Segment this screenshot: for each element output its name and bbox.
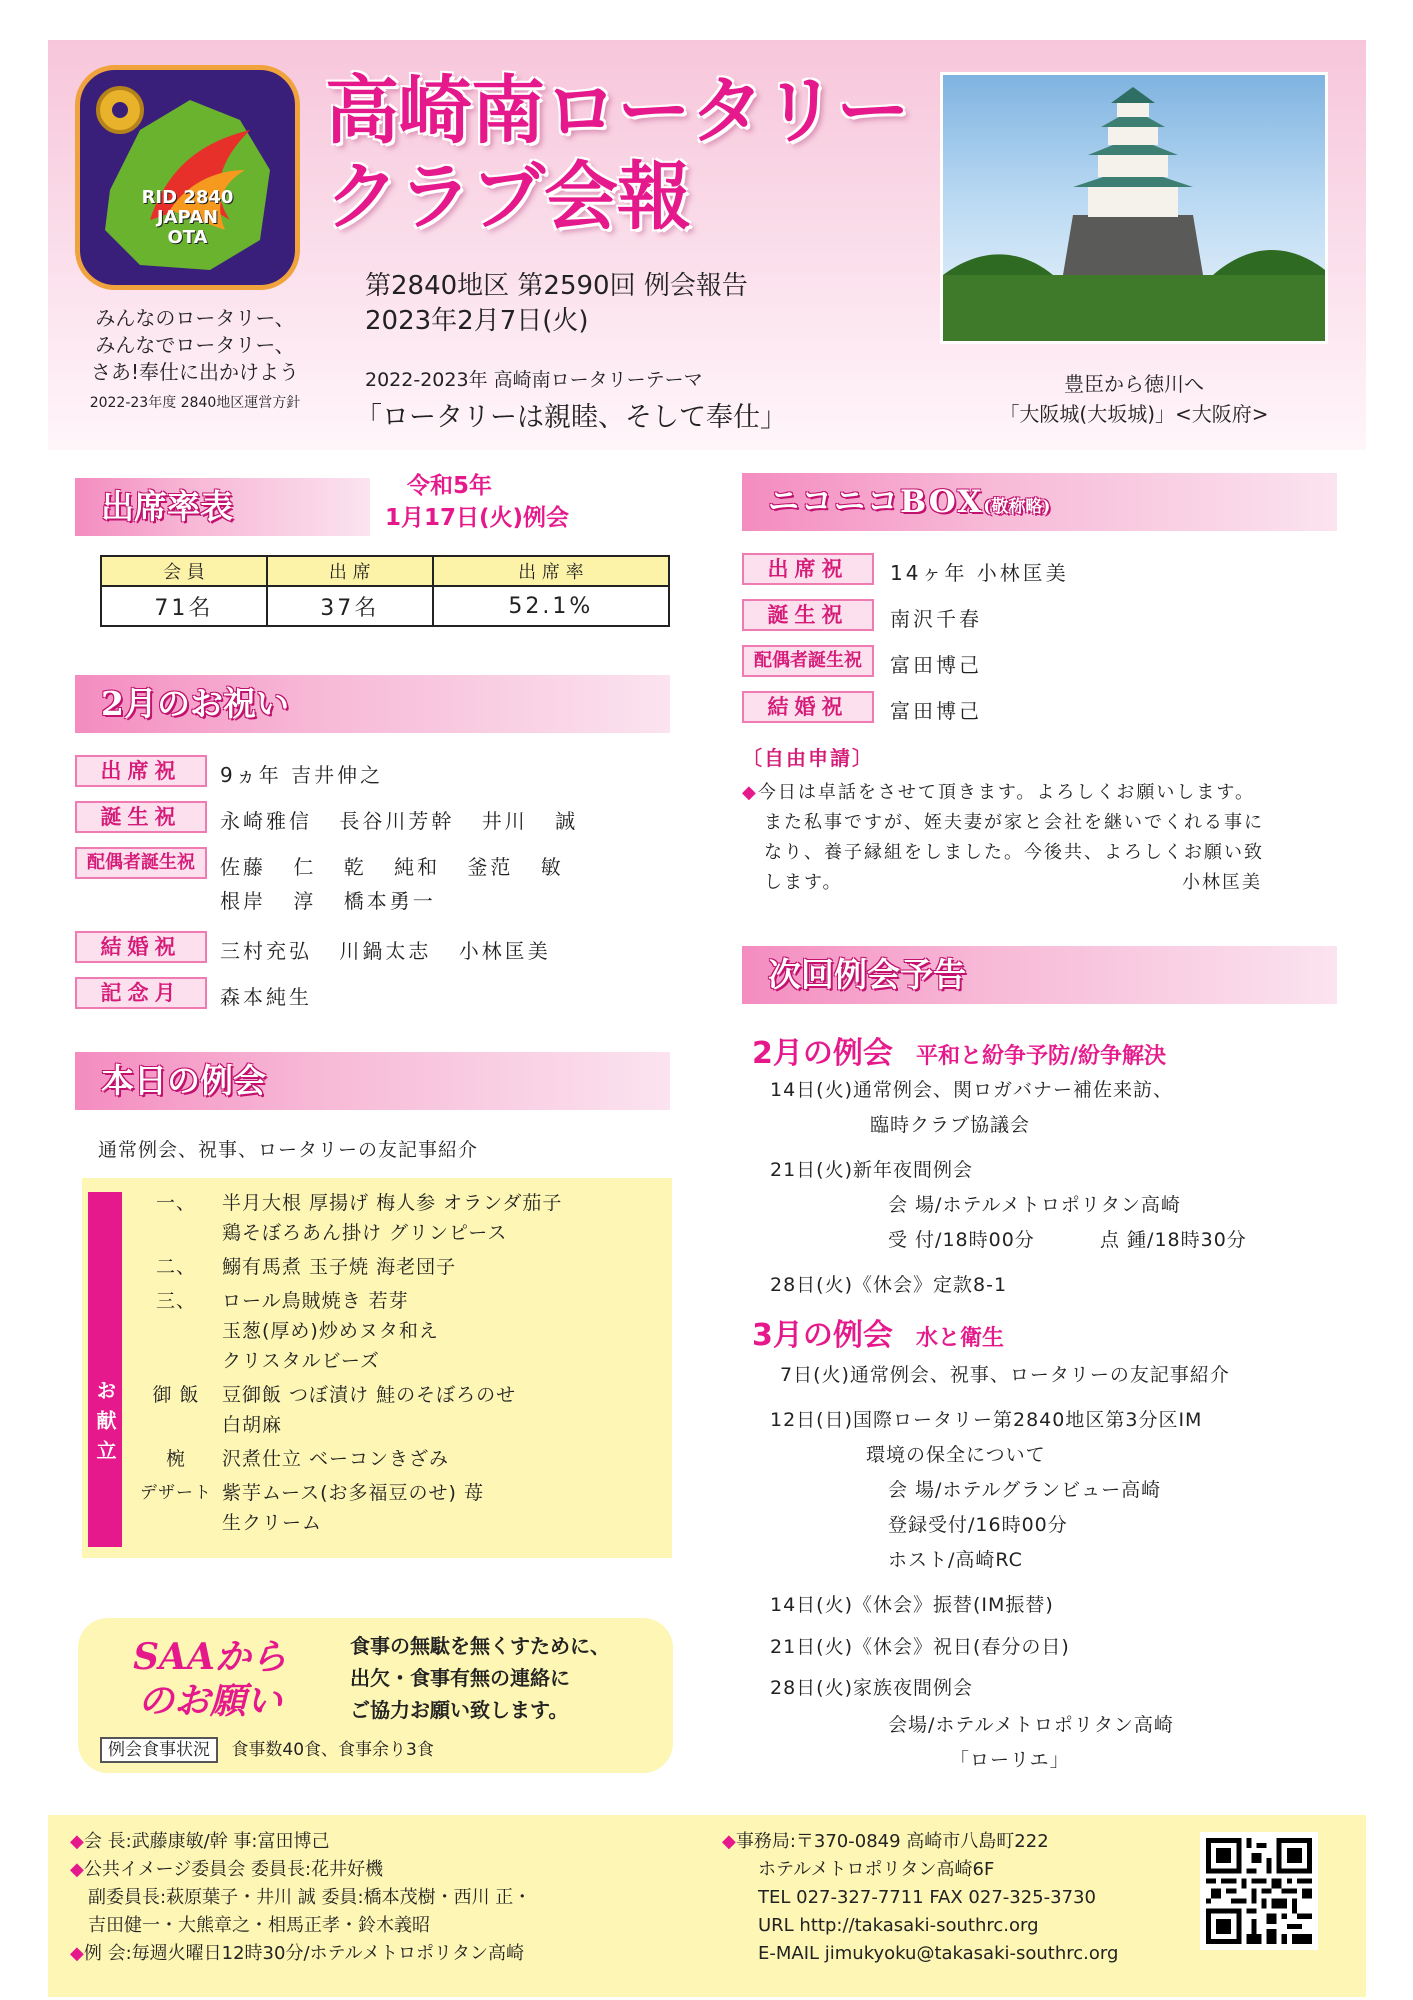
menu-course: 二、 xyxy=(155,1256,196,1278)
club-theme: 「ロータリーは親睦、そして奉仕」 xyxy=(355,402,787,433)
free-label: 〔自由申請〕 xyxy=(742,746,874,770)
saa-message-line: ご協力お願い致します。 xyxy=(350,1698,569,1722)
nikoniko-title-sub: (敬称略) xyxy=(983,497,1051,517)
meal-status-value: 食事数40食、食事余り3食 xyxy=(231,1740,434,1760)
menu-item: 沢煮仕立 ベーコンきざみ xyxy=(222,1448,450,1470)
email-link[interactable]: E-MAIL jimukyoku@takasaki-southrc.org xyxy=(758,1943,1119,1964)
policy-line: 2022-23年度 2840地区運営方針 xyxy=(89,395,301,411)
nikoniko-tag: 誕生祝 xyxy=(742,599,874,631)
slogan xyxy=(60,305,330,417)
schedule-line: 28日(火)《休会》定款8-1 xyxy=(770,1274,1008,1296)
celebration-names: 永崎雅信 長谷川芳幹 井川 誠 xyxy=(220,809,579,833)
schedule-line: 28日(火)家族夜間例会 xyxy=(770,1677,974,1699)
header-cell: 出 席 xyxy=(267,556,433,586)
footer-line: 会 長:武藤康敏/幹 事:富田博己 xyxy=(83,1831,330,1852)
schedule-line: 会 場/ホテルグランビュー高崎 xyxy=(888,1479,1162,1501)
feb-title: 2月の例会 xyxy=(752,1036,893,1071)
schedule-line: 21日(火)《休会》祝日(春分の日) xyxy=(770,1636,1070,1658)
celebration-tag: 配偶者誕生祝 xyxy=(75,847,207,879)
free-line: します。 xyxy=(764,872,843,893)
nikoniko-names: 富田博己 xyxy=(890,653,982,677)
schedule-line: 環境の保全について xyxy=(866,1444,1046,1466)
nikoniko-names: 南沢千春 xyxy=(890,607,982,631)
schedule-line: 登録受付/16時00分 xyxy=(888,1514,1068,1536)
slogan-line: みんなでロータリー、 xyxy=(95,333,295,357)
schedule-line: 受 付/18時00分 xyxy=(888,1229,1035,1251)
saa-title-line: のお願い xyxy=(137,1680,282,1722)
schedule-line: 会場/ホテルメトロポリタン高崎 xyxy=(888,1714,1174,1736)
free-line: また私事ですが、姪夫妻が家と会社を継いでくれる事に xyxy=(764,812,1264,833)
schedule-line: 点 鍾/18時30分 xyxy=(1100,1229,1247,1251)
footer-line: 公共イメージ委員会 委員長:花井好機 xyxy=(83,1859,384,1880)
footer-officers xyxy=(70,1828,531,1968)
nikoniko-names: 14ヶ年 小林匡美 xyxy=(890,561,1069,585)
phoenix-emblem-icon xyxy=(80,70,295,285)
club-logo xyxy=(75,65,300,290)
saa-message-line: 出欠・食事有無の連絡に xyxy=(350,1666,570,1690)
meal-status-label: 例会食事状況 xyxy=(100,1737,218,1763)
logo-text: JAPAN xyxy=(156,207,219,228)
logo-text: RID 2840 xyxy=(141,187,234,208)
attendance-meeting xyxy=(385,470,569,534)
mar-title: 3月の例会 xyxy=(752,1318,893,1353)
mar-heading xyxy=(752,1310,1004,1354)
footer-line: ホテルメトロポリタン高崎6F xyxy=(758,1859,995,1880)
free-line: 今日は卓話をさせて頂きます。よろしくお願いします。 xyxy=(757,782,1255,803)
celebration-tag: 出席祝 xyxy=(75,755,207,787)
schedule-line: 「ローリエ」 xyxy=(950,1749,1070,1771)
nikoniko-list xyxy=(742,553,1342,737)
menu-course: 一、 xyxy=(155,1192,196,1214)
celebrations-list xyxy=(75,755,675,1023)
menu-list xyxy=(130,1188,670,1542)
saa-title xyxy=(100,1635,320,1723)
saa-title-line: SAAから xyxy=(133,1636,287,1678)
nikoniko-title xyxy=(742,473,1337,531)
diamond-bullet-icon: ◆ xyxy=(742,782,758,803)
menu-item: ロール鳥賊焼き 若芽 xyxy=(222,1290,409,1312)
footer-line: 事務局:〒370-0849 高崎市八島町222 xyxy=(735,1831,1049,1852)
footer-line: 副委員長:萩原葉子・井川 誠 委員:橋本茂樹・西川 正・ xyxy=(88,1887,532,1908)
schedule-line: 会 場/ホテルメトロポリタン高崎 xyxy=(888,1194,1181,1216)
celebration-tag: 記念月 xyxy=(75,977,207,1009)
schedule-line: 14日(火)《休会》振替(IM振替) xyxy=(770,1594,1054,1616)
celebration-names: 9ヵ年 吉井伸之 xyxy=(220,763,384,787)
mar-theme: 水と衛生 xyxy=(915,1326,1004,1351)
schedule-line: 臨時クラブ協議会 xyxy=(870,1114,1031,1136)
menu-item: 鶏そぼろあん掛け グリンピース xyxy=(222,1222,508,1244)
header-cell: 出 席 率 xyxy=(433,556,669,586)
schedule-line: 21日(火)新年夜間例会 xyxy=(770,1159,974,1181)
menu-item: 玉葱(厚め)炒めヌタ和え xyxy=(222,1320,439,1342)
header-cell: 会 員 xyxy=(101,556,267,586)
nikoniko-title-text: ニコニコBOX xyxy=(768,484,984,520)
meeting-date: 1月17日(火)例会 xyxy=(385,505,570,531)
today-title: 本日の例会 xyxy=(75,1052,670,1110)
today-desc: 通常例会、祝事、ロータリーの友記事紹介 xyxy=(98,1139,479,1161)
menu-item: 鰯有馬煮 玉子焼 海老団子 xyxy=(222,1256,457,1278)
next-title: 次回例会予告 xyxy=(742,946,1337,1004)
meal-status xyxy=(100,1735,434,1760)
menu-item: 豆御飯 つぼ漬け 鮭のそぼろのせ xyxy=(222,1384,517,1406)
celebration-tag: 結婚祝 xyxy=(75,931,207,963)
schedule-line: 7日(火)通常例会、祝事、ロータリーの友記事紹介 xyxy=(780,1364,1230,1386)
schedule-line: 14日(火)通常例会、関ロガバナー補佐来訪、 xyxy=(770,1079,1174,1101)
celebration-names: 三村充弘 川鍋太志 小林匡美 xyxy=(220,939,551,963)
menu-course: 三、 xyxy=(155,1290,196,1312)
celebration-tag: 誕生祝 xyxy=(75,801,207,833)
footer-office xyxy=(722,1828,1118,1968)
menu-course: 御 飯 xyxy=(152,1384,200,1406)
celebration-names-cont: 根岸 淳 橋本勇一 xyxy=(220,889,436,913)
title-line: 高崎南ロータリー xyxy=(325,68,909,154)
feb-theme: 平和と紛争予防/紛争解決 xyxy=(915,1044,1167,1069)
celebration-names: 森本純生 xyxy=(220,985,312,1009)
footer-line: 例 会:毎週火曜日12時30分/ホテルメトロポリタン高崎 xyxy=(83,1943,525,1964)
logo-text: OTA xyxy=(167,227,208,248)
attendance-table xyxy=(100,555,670,627)
saa-message-line: 食事の無駄を無くすために、 xyxy=(350,1634,610,1658)
menu-course: 椀 xyxy=(165,1448,186,1470)
saa-message xyxy=(350,1630,610,1726)
celebrations-title: 2月のお祝い xyxy=(75,675,670,733)
osaka-castle-photo xyxy=(940,72,1328,344)
slogan-line: さあ!奉仕に出かけよう xyxy=(90,360,300,384)
newsletter-title xyxy=(325,68,909,240)
menu-item: 半月大根 厚揚げ 梅人参 オランダ茄子 xyxy=(222,1192,563,1214)
nikoniko-tag: 結婚祝 xyxy=(742,691,874,723)
value-cell: 52.1% xyxy=(433,586,669,626)
report-date: 2023年2月7日(火) xyxy=(365,306,589,336)
footer-line: 吉田健一・大熊章之・相馬正孝・鈴木義昭 xyxy=(88,1915,430,1936)
free-line: なり、養子縁組をしました。今後共、よろしくお願い致 xyxy=(764,842,1264,863)
free-signature: 小林匡美 xyxy=(1182,872,1262,893)
report-line: 第2840地区 第2590回 例会報告 xyxy=(365,271,748,301)
photo-caption: 豊臣から徳川へ xyxy=(1064,372,1204,396)
url-link[interactable]: URL http://takasaki-southrc.org xyxy=(758,1915,1039,1936)
diamond-bullet-icon: ◆ xyxy=(722,1831,736,1852)
menu-item: 白胡麻 xyxy=(222,1414,283,1436)
footer-line: TEL 027-327-7711 FAX 027-325-3730 xyxy=(758,1887,1096,1908)
title-line: クラブ会報 xyxy=(325,154,690,240)
attendance-title: 出席率表 xyxy=(75,478,370,536)
nikoniko-tag: 配偶者誕生祝 xyxy=(742,645,874,677)
qr-code-icon[interactable] xyxy=(1200,1832,1318,1950)
nikoniko-names: 富田博己 xyxy=(890,699,982,723)
slogan-line: みんなのロータリー、 xyxy=(95,306,295,330)
menu-item: 生クリーム xyxy=(222,1512,323,1534)
value-cell: 37名 xyxy=(267,586,433,626)
diamond-bullet-icon: ◆ xyxy=(70,1943,84,1964)
diamond-bullet-icon: ◆ xyxy=(70,1831,84,1852)
free-message xyxy=(742,778,1264,898)
meeting-year: 令和5年 xyxy=(407,473,493,499)
value-cell: 71名 xyxy=(101,586,267,626)
diamond-bullet-icon: ◆ xyxy=(70,1859,84,1880)
celebration-names: 佐藤 仁 乾 純和 釜范 敏 xyxy=(220,855,564,879)
schedule-line: ホスト/高崎RC xyxy=(888,1549,1023,1571)
menu-course: デザート xyxy=(140,1483,212,1503)
nikoniko-tag: 出席祝 xyxy=(742,553,874,585)
schedule-line: 12日(日)国際ロータリー第2840地区第3分区IM xyxy=(770,1409,1203,1431)
menu-item: クリスタルビーズ xyxy=(222,1350,380,1372)
feb-heading xyxy=(752,1028,1166,1072)
menu-label: お献立 xyxy=(88,1192,122,1547)
theme-label: 2022-2023年 高崎南ロータリーテーマ xyxy=(365,369,703,391)
photo-caption: 「大阪城(大坂城)」<大阪府> xyxy=(999,402,1269,426)
menu-item: 紫芋ムース(お多福豆のせ) 苺 xyxy=(222,1482,484,1504)
